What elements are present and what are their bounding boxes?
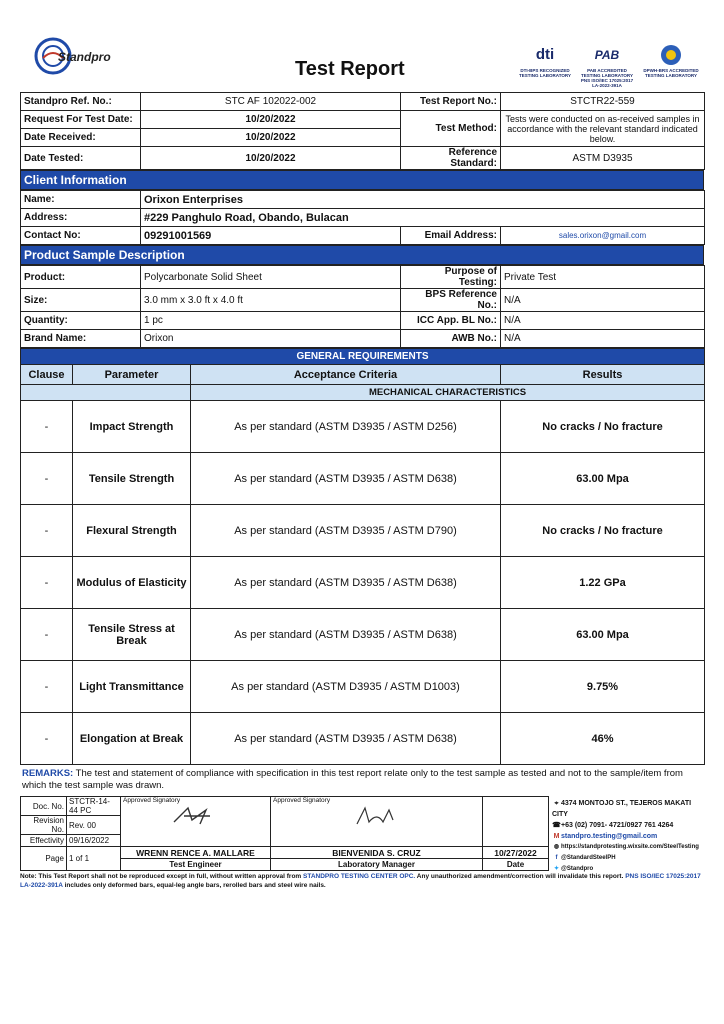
reference-standard-label: Reference Standard: <box>401 147 501 170</box>
revision-value: Rev. 00 <box>67 816 121 835</box>
engineer-title: Test Engineer <box>121 859 271 871</box>
table-row <box>21 661 705 713</box>
client-address-label: Address: <box>21 209 141 227</box>
request-date-value: 10/20/2022 <box>141 111 401 129</box>
effectivity-label: Effectivity <box>21 835 67 847</box>
phone-icon: ☎ <box>552 822 561 829</box>
criteria-cell: As per standard (ASTM D3935 / ASTM D638) <box>191 453 501 505</box>
bps-label: BPS Reference No.: <box>401 289 501 312</box>
client-email-label: Email Address: <box>401 227 501 245</box>
result-cell: 9.75% <box>501 661 705 713</box>
table-row <box>21 609 705 661</box>
effectivity-value: 09/16/2022 <box>67 835 121 847</box>
received-date-label: Date Received: <box>21 129 141 147</box>
parameter-cell: Modulus of Elasticity <box>73 557 191 609</box>
parameter-cell: Elongation at Break <box>73 713 191 765</box>
criteria-cell: As per standard (ASTM D3935 / ASTM D638) <box>191 557 501 609</box>
manager-signature-box <box>271 797 483 847</box>
contact-website[interactable]: ◍ https://standprotesting.wixsite.com/SteelTesting <box>552 842 702 853</box>
globe-icon: ◍ <box>553 844 560 850</box>
general-requirements-title: GENERAL REQUIREMENTS <box>21 349 705 365</box>
table-row <box>21 453 705 505</box>
contact-address: ⌖ 4374 MONTOJO ST., TEJEROS MAKATI CITY <box>552 800 692 818</box>
tested-date-label: Date Tested: <box>21 147 141 170</box>
icc-label: ICC App. BL No.: <box>401 312 501 330</box>
client-name-value: Orixon Enterprises <box>141 191 705 209</box>
pab-badge <box>578 44 636 88</box>
result-cell: No cracks / No fracture <box>501 505 705 557</box>
dpwh-logo-icon <box>660 44 682 66</box>
note-company: STANDPRO TESTING CENTER OPC. <box>303 873 416 880</box>
client-section-title: Client Information <box>20 170 704 190</box>
result-cell: No cracks / No fracture <box>501 401 705 453</box>
awb-label: AWB No.: <box>401 330 501 348</box>
requirements-table <box>20 348 705 765</box>
clause-cell: - <box>21 661 73 713</box>
client-contact-value: 09291001569 <box>141 227 401 245</box>
brand-value: Orixon <box>141 330 401 348</box>
test-method-label: Test Method: <box>401 111 501 147</box>
client-name-label: Name: <box>21 191 141 209</box>
client-table <box>20 190 705 245</box>
manager-title: Laboratory Manager <box>271 859 483 871</box>
result-cell: 1.22 GPa <box>501 557 705 609</box>
test-report-page <box>20 30 704 890</box>
report-footer <box>20 796 704 872</box>
parameter-cell: Tensile Stress at Break <box>73 609 191 661</box>
brand-label: Brand Name: <box>21 330 141 348</box>
contact-facebook[interactable]: f @StandardSteelPH <box>552 853 702 864</box>
dti-logo-icon: dti <box>535 46 555 63</box>
accreditation-badges <box>516 44 702 92</box>
note-part-a: Note: This Test Report shall not be reproduced except in full, without written approval from <box>20 873 304 880</box>
signature-table <box>20 796 549 871</box>
purpose-label: Purpose of Testing: <box>401 266 501 289</box>
col-clause: Clause <box>21 365 73 385</box>
awb-value: N/A <box>501 330 705 348</box>
result-cell: 63.00 Mpa <box>501 453 705 505</box>
ref-value: STC AF 102022-002 <box>141 93 401 111</box>
quantity-label: Quantity: <box>21 312 141 330</box>
criteria-cell: As per standard (ASTM D3935 / ASTM D1003) <box>191 661 501 713</box>
test-method-value: Tests were conducted on as-received samples in accordance with the relevant standard indicated below. <box>501 111 705 147</box>
icc-value: N/A <box>501 312 705 330</box>
clause-cell: - <box>21 505 73 557</box>
pab-caption: PAB ACCREDITED TESTING LABORATORY PNS ISO/IEC 17025:2017 LA-2022-391A <box>580 68 634 88</box>
engineer-name: WRENN RENCE A. MALLARE <box>121 847 271 859</box>
note-pns: PNS ISO/IEC 17025:2017 LA-2022-391A <box>20 873 701 889</box>
twitter-icon: ✦ <box>553 866 560 872</box>
contact-block <box>552 798 702 875</box>
result-cell: 63.00 Mpa <box>501 609 705 661</box>
client-address-value: #229 Panghulo Road, Obando, Bulacan <box>141 209 705 227</box>
note-part-c: includes only deformed bars, equal-leg angle bars, rerolled bars and steel wire nails. <box>62 882 326 889</box>
remarks <box>20 765 704 792</box>
product-section-title: Product Sample Description <box>20 245 704 265</box>
purpose-value: Private Test <box>501 266 705 289</box>
approved-label-1: Approved Signatory <box>123 797 181 804</box>
table-row <box>21 557 705 609</box>
engineer-signature-box <box>121 797 271 847</box>
col-criteria: Acceptance Criteria <box>191 365 501 385</box>
report-no-label: Test Report No.: <box>401 93 501 111</box>
parameter-cell: Light Transmittance <box>73 661 191 713</box>
report-header <box>20 30 704 92</box>
dpwh-badge <box>642 44 700 78</box>
col-results: Results <box>501 365 705 385</box>
pab-logo-icon: PAB <box>594 48 620 62</box>
received-date-value: 10/20/2022 <box>141 129 401 147</box>
product-table <box>20 265 705 348</box>
manager-name: BIENVENIDA S. CRUZ <box>271 847 483 859</box>
parameter-cell: Impact Strength <box>73 401 191 453</box>
clause-cell: - <box>21 453 73 505</box>
remarks-text: The test and statement of compliance with specification in this test report relate only to the test sample as tested and not to the sample/item from which the test sample was drawn. <box>22 768 683 791</box>
bps-value: N/A <box>501 289 705 312</box>
contact-email[interactable]: M standpro.testing@gmail.com <box>553 833 658 840</box>
doc-no-value: STCTR-14-44 PC <box>67 797 121 816</box>
manager-signature-icon <box>347 804 407 828</box>
clause-cell: - <box>21 401 73 453</box>
client-email-value: sales.orixon@gmail.com <box>501 227 705 245</box>
contact-twitter[interactable]: ✦ @Standpro <box>552 864 702 875</box>
revision-label: Revision No. <box>21 816 67 835</box>
reference-standard-value: ASTM D3935 <box>501 147 705 170</box>
engineer-signature-icon <box>166 804 226 828</box>
dti-badge <box>516 44 574 78</box>
parameter-cell: Tensile Strength <box>73 453 191 505</box>
criteria-cell: As per standard (ASTM D3935 / ASTM D790) <box>191 505 501 557</box>
result-cell: 46% <box>501 713 705 765</box>
page-value: 1 of 1 <box>67 847 121 871</box>
clause-cell: - <box>21 609 73 661</box>
size-label: Size: <box>21 289 141 312</box>
clause-cell: - <box>21 557 73 609</box>
remarks-label: REMARKS: <box>22 768 74 779</box>
criteria-cell: As per standard (ASTM D3935 / ASTM D256) <box>191 401 501 453</box>
dpwh-caption: DPWH-BRS ACCREDITED TESTING LABORATORY <box>643 68 699 78</box>
tested-date-value: 10/20/2022 <box>141 147 401 170</box>
client-contact-label: Contact No: <box>21 227 141 245</box>
product-value: Polycarbonate Solid Sheet <box>141 266 401 289</box>
date-box <box>483 797 549 847</box>
doc-no-label: Doc. No. <box>21 797 67 816</box>
report-no-value: STCTR22-559 <box>501 93 705 111</box>
ref-label: Standpro Ref. No.: <box>21 93 141 111</box>
mech-spacer <box>21 385 191 401</box>
criteria-cell: As per standard (ASTM D3935 / ASTM D638) <box>191 713 501 765</box>
approved-label-2: Approved Signatory <box>273 797 331 804</box>
brand-name: Standpro <box>58 50 111 64</box>
request-date-label: Request For Test Date: <box>21 111 141 129</box>
note-part-b: Any unauthorized amendment/correction will invalidate this report. <box>415 873 626 880</box>
dti-caption: DTI-BPS RECOGNIZED TESTING LABORATORY <box>519 68 571 78</box>
table-row <box>21 505 705 557</box>
col-parameter: Parameter <box>73 365 191 385</box>
clause-cell: - <box>21 713 73 765</box>
table-row <box>21 713 705 765</box>
requirements-rows <box>21 401 705 765</box>
product-label: Product: <box>21 266 141 289</box>
date-label: Date <box>483 859 549 871</box>
contact-phone: ☎+63 (02) 7091- 4721/0927 761 4264 <box>552 822 674 829</box>
quantity-value: 1 pc <box>141 312 401 330</box>
page-label: Page <box>21 847 67 871</box>
page-title: Test Report <box>295 58 405 80</box>
report-info-table <box>20 92 705 170</box>
table-row <box>21 401 705 453</box>
mechanical-subsection: MECHANICAL CHARACTERISTICS <box>191 385 705 401</box>
size-value: 3.0 mm x 3.0 ft x 4.0 ft <box>141 289 401 312</box>
location-pin-icon: ⌖ <box>554 800 559 807</box>
parameter-cell: Flexural Strength <box>73 505 191 557</box>
report-date: 10/27/2022 <box>483 847 549 859</box>
facebook-icon: f <box>555 855 558 861</box>
criteria-cell: As per standard (ASTM D3935 / ASTM D638) <box>191 609 501 661</box>
mail-icon: M <box>553 833 560 840</box>
